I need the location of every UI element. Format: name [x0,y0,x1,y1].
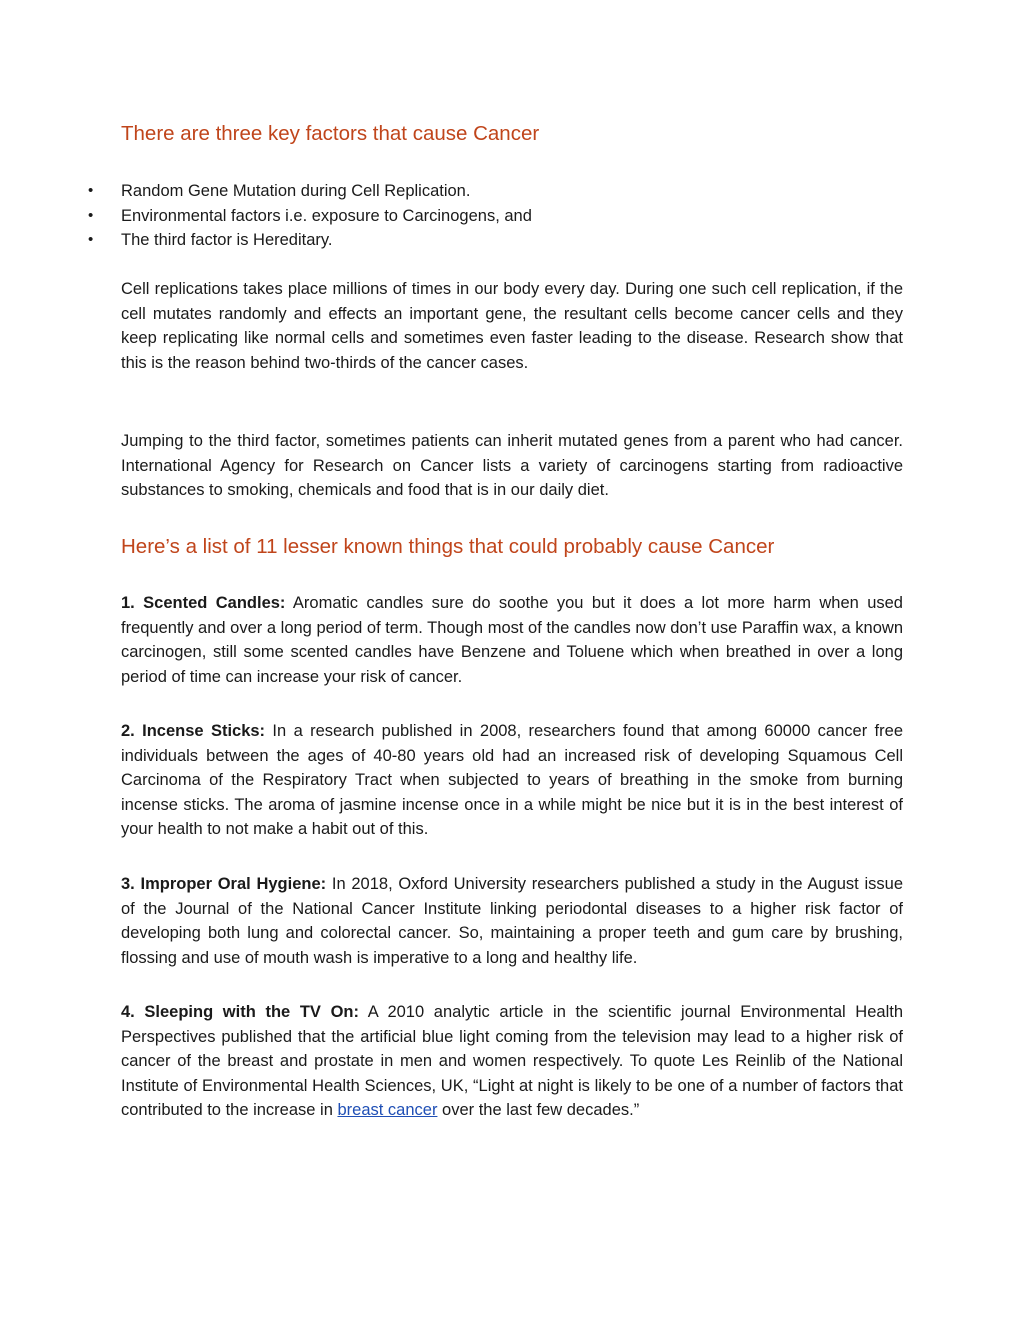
breast-cancer-link[interactable]: breast cancer [337,1101,438,1120]
item-title: 4. Sleeping with the TV On: [121,1003,359,1021]
item-text: A 2010 analytic article in the scientific journal Environmental Health Perspectives published that the artificial blue light coming from the television may lead to a higher risk of cancer of the breast and prostate in men and women respectively. To quote Les Reinlib of the National Institute of Environmental Health Sciences, UK, “Light at night is likely to be one of a number of factors that contributed to the increase in [121,1003,904,1120]
item-text: Aromatic candles sure do soothe you but it does a lot more harm when used frequently and over a long period of term. Though most of the candles now don’t use Paraffin wax, a known carcinogen, still some scented candles have Benzene and Toluene which when breathed in over a long period of time can increase your risk of cancer. [121,594,903,686]
key-factors-list [0,179,1024,253]
list-item [0,204,1024,229]
item-title: 3. Improper Oral Hygiene: [121,875,327,893]
item-scented-candles [121,591,903,689]
list-item-text: Environmental factors i.e. exposure to Carcinogens, and [121,206,532,225]
list-item-text: The third factor is Hereditary. [121,231,333,249]
list-item [0,228,1024,253]
item-incense-sticks [121,719,903,842]
item-text: over the last few decades.” [437,1101,640,1120]
bullet-icon: • [88,206,94,224]
item-oral-hygiene [121,872,903,970]
list-item [0,179,1024,204]
list-item-text: Random Gene Mutation during Cell Replication. [121,182,471,200]
paragraph-hereditary: Jumping to the third factor, sometimes patients can inherit mutated genes from a parent who had cancer. International Agency for Research on Cancer lists a variety of carcinogens starting from radioactive substances to smoking, chemicals and food that is in our daily diet. [121,432,903,500]
bullet-icon: • [88,182,94,199]
item-title: 2. Incense Sticks: [121,722,266,740]
section-heading-key-factors: There are three key factors that cause Cancer [121,122,540,145]
item-title: 1. Scented Candles: [121,594,286,612]
paragraph-cell-replication: Cell replications takes place millions of times in our body every day. During one such cell replication, if the cell mutates randomly and effects an important gene, the resultant cells become cancer cells and they keep replicating like normal cells and sometimes even faster leading to the disease. Research show that this is the reason behind two-thirds of the cancer cases. [121,280,903,372]
item-sleeping-tv [121,1000,903,1123]
section-heading-list: Here’s a list of 11 lesser known things that could probably cause Cancer [121,535,775,558]
item-text: In a research published in 2008, researchers found that among 60000 cancer free individuals between the ages of 40-80 years old had an increased risk of developing Squamous Cell Carcinoma of the Respiratory Tract when subjected to years of breathing in the smoke from burning incense sticks. The aroma of jasmine incense once in a while might be nice but it is in the best interest of your health to not make a habit out of this. [121,722,903,839]
bullet-icon: • [88,231,94,248]
item-text: In 2018, Oxford University researchers published a study in the August issue of the Journal of the National Cancer Institute linking periodontal diseases to a higher risk factor of developing both lung and colorectal cancer. So, maintaining a proper teeth and gum care by brushing, flossing and use of mouth wash is imperative to a long and healthy life. [121,875,903,967]
